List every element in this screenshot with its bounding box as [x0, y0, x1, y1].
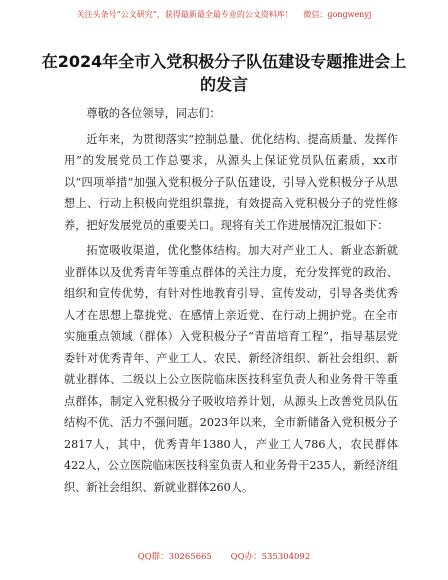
paragraph-intro: 近年来，为贯彻落实“控制总量、优化结构、提高质量、发挥作用”的发展党员工作总要求，从源头上保证党员队伍素质，xx市以“四项举措”加强入党积极分子队伍建设，引导入党积极分子从思想上、行动上积极向党组织靠拢，有效提高入党积极分子的党性修养，把好发展党员的重要关口。现将有关工作进展情况汇报如下： [64, 132, 398, 232]
promo-text: 关注头条号“公文研究”，获得最新最全最专业的公文资料库！ [76, 10, 293, 19]
document-body [64, 103, 398, 498]
document-title: 在2024年全市入党积极分子队伍建设专题推进会上的发言 [41, 52, 407, 94]
qq-group: QQ群：30265665 [137, 552, 212, 562]
salutation: 尊敬的各位领导，同志们： [86, 107, 221, 120]
wechat-id: 微信：gongwenyj [303, 10, 372, 19]
top-promo-banner [0, 9, 448, 21]
qq-contact: QQ办：535304092 [230, 552, 311, 562]
bottom-contact-banner [0, 551, 448, 563]
paragraph-recruitment: 拓宽吸收渠道，优化整体结构。加大对产业工人、新业态新就业群体以及优秀青年等重点群体的关注力度，充分发挥党的政治、组织和宣传优势，有针对性地教育引导、宣传发动，引导各类优秀人才在思想上靠拢党、在感情上亲近党、在行动上拥护党。在全市实施重点领域（群体）入党积极分子“青苗培育工程”，指导基层党委针对优秀青年、产业工人、农民、新经济组织、新社会组织、新就业群体、二级以上公立医院临床医技科室负责人和业务骨干等重点群体，制定入党积极分子吸收培养计划，从源头上改善党员队伍结构不优、活力不强问题。2023年以来，全市新储备入党积极分子2817人，其中，优秀青年1380人，产业工人786人，农民群体422人，公立医院临床医技科室负责人和业务骨干235人，新经济组织、新社会组织、新就业群体260人。 [64, 244, 398, 494]
